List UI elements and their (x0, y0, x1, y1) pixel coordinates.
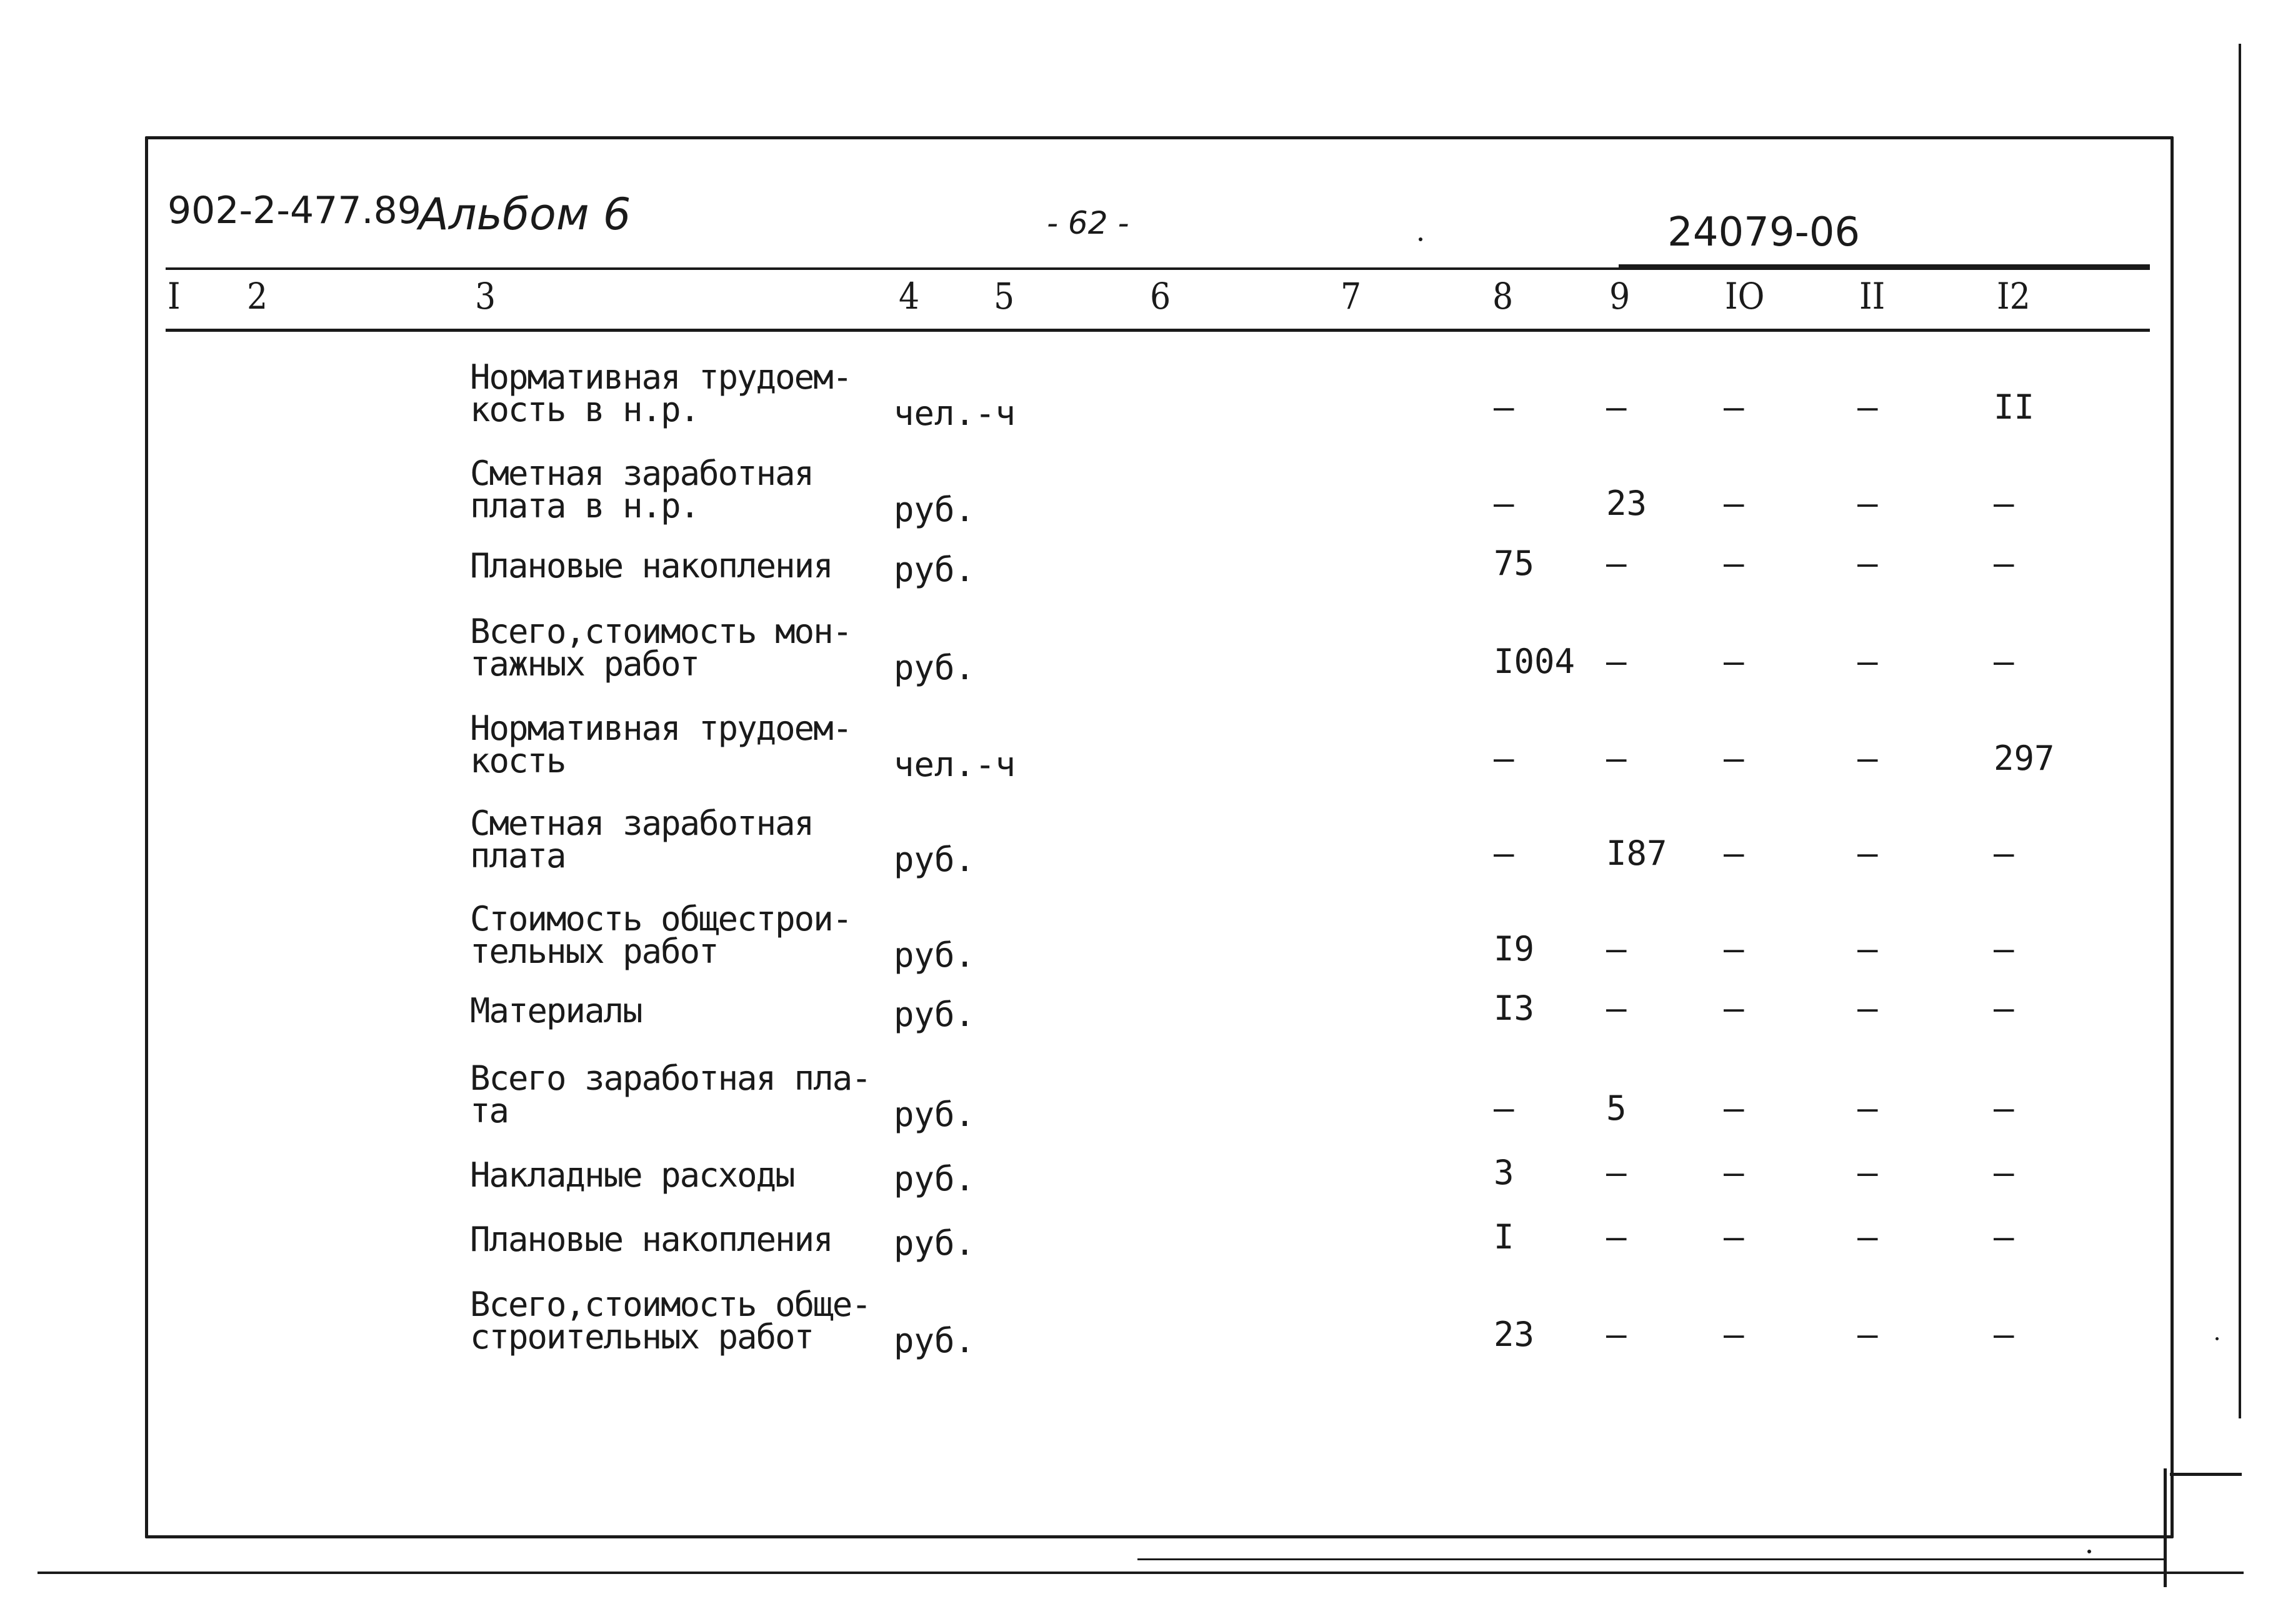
row-unit: руб. (894, 1159, 976, 1198)
row-value-c8: 3 (1494, 1153, 1514, 1192)
row-name: Нормативная трудоем- кость в н.р. (470, 357, 852, 429)
row-name: Стоимость общестрои- тельных работ (470, 899, 852, 971)
row-value-c11: – (1857, 642, 1878, 681)
row-value-c10: – (1724, 1315, 1744, 1354)
row-value-c9: 23 (1606, 484, 1647, 523)
row-unit: чел.-ч (894, 745, 1016, 784)
row-value-c10: – (1724, 1088, 1744, 1128)
row-value-c8: – (1494, 739, 1514, 778)
row-value-c12: – (1994, 642, 2014, 681)
row-unit: руб. (894, 490, 976, 529)
row-unit: руб. (894, 1223, 976, 1263)
row-value-c9: – (1606, 1153, 1627, 1192)
row-value-c8: 75 (1494, 544, 1535, 583)
row-name: Сметная заработная плата (470, 804, 814, 875)
row-value-c10: – (1724, 834, 1744, 873)
row-value-c8: I9 (1494, 929, 1535, 969)
row-value-c12: 297 (1994, 739, 2055, 778)
row-name: Плановые накопления (470, 1220, 832, 1259)
album-label: Альбом 6 (419, 189, 631, 240)
row-value-c8: – (1494, 834, 1514, 873)
column-number-5: 5 (994, 275, 1015, 317)
doc-code: 902-2-477.89 (167, 189, 421, 232)
row-name: Сметная заработная плата в н.р. (470, 454, 814, 526)
column-number-9: 9 (1609, 275, 1631, 317)
column-header-rule-top (166, 267, 2150, 270)
row-value-c12: – (1994, 834, 2014, 873)
scan-speck (1419, 237, 1422, 241)
row-name: Накладные расходы (470, 1155, 794, 1195)
row-value-c12: – (1994, 484, 2014, 523)
row-value-c9: – (1606, 1315, 1627, 1354)
row-value-c8: – (1494, 1088, 1514, 1128)
row-value-c11: – (1857, 544, 1878, 583)
row-unit: руб. (894, 935, 976, 975)
row-value-c12: II (1994, 387, 2035, 427)
row-value-c11: – (1857, 834, 1878, 873)
bottom-trim-line-2 (1137, 1558, 2166, 1560)
column-number-7: 7 (1341, 275, 1362, 317)
row-value-c11: – (1857, 739, 1878, 778)
row-value-c10: – (1724, 989, 1744, 1028)
row-value-c9: – (1606, 544, 1627, 583)
row-value-c11: – (1857, 989, 1878, 1028)
row-value-c11: – (1857, 1088, 1878, 1128)
row-value-c8: 23 (1494, 1315, 1535, 1354)
row-value-c10: – (1724, 1153, 1744, 1192)
column-number-10: IO (1725, 275, 1765, 317)
row-value-c9: – (1606, 642, 1627, 681)
project-code: 24079-06 (1667, 209, 1861, 256)
row-value-c9: – (1606, 387, 1627, 427)
row-name: Плановые накопления (470, 546, 832, 585)
scan-speck (2216, 1337, 2219, 1340)
column-number-2: 2 (247, 275, 268, 317)
row-value-c9: – (1606, 929, 1627, 969)
column-number-11: II (1859, 275, 1886, 317)
row-value-c11: – (1857, 484, 1878, 523)
row-value-c11: – (1857, 929, 1878, 969)
row-name: Материалы (470, 991, 642, 1030)
column-number-4: 4 (899, 275, 920, 317)
row-unit: руб. (894, 1095, 976, 1134)
right-margin-tick (2170, 1473, 2242, 1476)
row-value-c9: – (1606, 739, 1627, 778)
column-header-rule-bottom (166, 329, 2150, 332)
row-value-c8: – (1494, 484, 1514, 523)
row-value-c11: – (1857, 1153, 1878, 1192)
column-number-1: I (167, 275, 181, 317)
right-binding-line (2164, 1468, 2167, 1587)
row-unit: чел.-ч (894, 394, 1016, 433)
row-value-c8: – (1494, 387, 1514, 427)
row-value-c10: – (1724, 739, 1744, 778)
row-unit: руб. (894, 995, 976, 1034)
row-value-c12: – (1994, 1315, 2014, 1354)
column-number-12: I2 (1997, 275, 2031, 317)
page-number: - 62 - (1047, 205, 1129, 241)
column-number-6: 6 (1150, 275, 1171, 317)
row-unit: руб. (894, 1321, 976, 1360)
row-name: Нормативная трудоем- кость (470, 709, 852, 780)
row-value-c10: – (1724, 387, 1744, 427)
row-value-c12: – (1994, 1153, 2014, 1192)
row-value-c12: – (1994, 544, 2014, 583)
row-value-c8: I (1494, 1217, 1514, 1257)
row-name: Всего,стоимость мон- тажных работ (470, 612, 852, 684)
row-value-c10: – (1724, 484, 1744, 523)
row-unit: руб. (894, 840, 976, 879)
bottom-trim-line (37, 1572, 2244, 1574)
row-value-c10: – (1724, 544, 1744, 583)
row-value-c9: I87 (1606, 834, 1667, 873)
column-number-8: 8 (1492, 275, 1514, 317)
row-name: Всего заработная пла- та (470, 1059, 871, 1130)
column-number-3: 3 (475, 275, 496, 317)
row-value-c11: – (1857, 1217, 1878, 1257)
row-value-c9: 5 (1606, 1088, 1627, 1128)
row-value-c8: I004 (1494, 642, 1576, 681)
row-unit: руб. (894, 550, 976, 589)
right-margin-line (2239, 44, 2241, 1418)
row-value-c11: – (1857, 1315, 1878, 1354)
row-value-c10: – (1724, 642, 1744, 681)
row-value-c10: – (1724, 1217, 1744, 1257)
row-value-c12: – (1994, 1217, 2014, 1257)
row-value-c12: – (1994, 989, 2014, 1028)
row-value-c9: – (1606, 989, 1627, 1028)
row-value-c11: – (1857, 387, 1878, 427)
row-name: Всего,стоимость обще- строительных работ (470, 1285, 871, 1357)
row-value-c9: – (1606, 1217, 1627, 1257)
row-value-c10: – (1724, 929, 1744, 969)
row-value-c8: I3 (1494, 989, 1535, 1028)
row-value-c12: – (1994, 929, 2014, 969)
scan-speck (2087, 1550, 2091, 1553)
row-unit: руб. (894, 648, 976, 687)
row-value-c12: – (1994, 1088, 2014, 1128)
